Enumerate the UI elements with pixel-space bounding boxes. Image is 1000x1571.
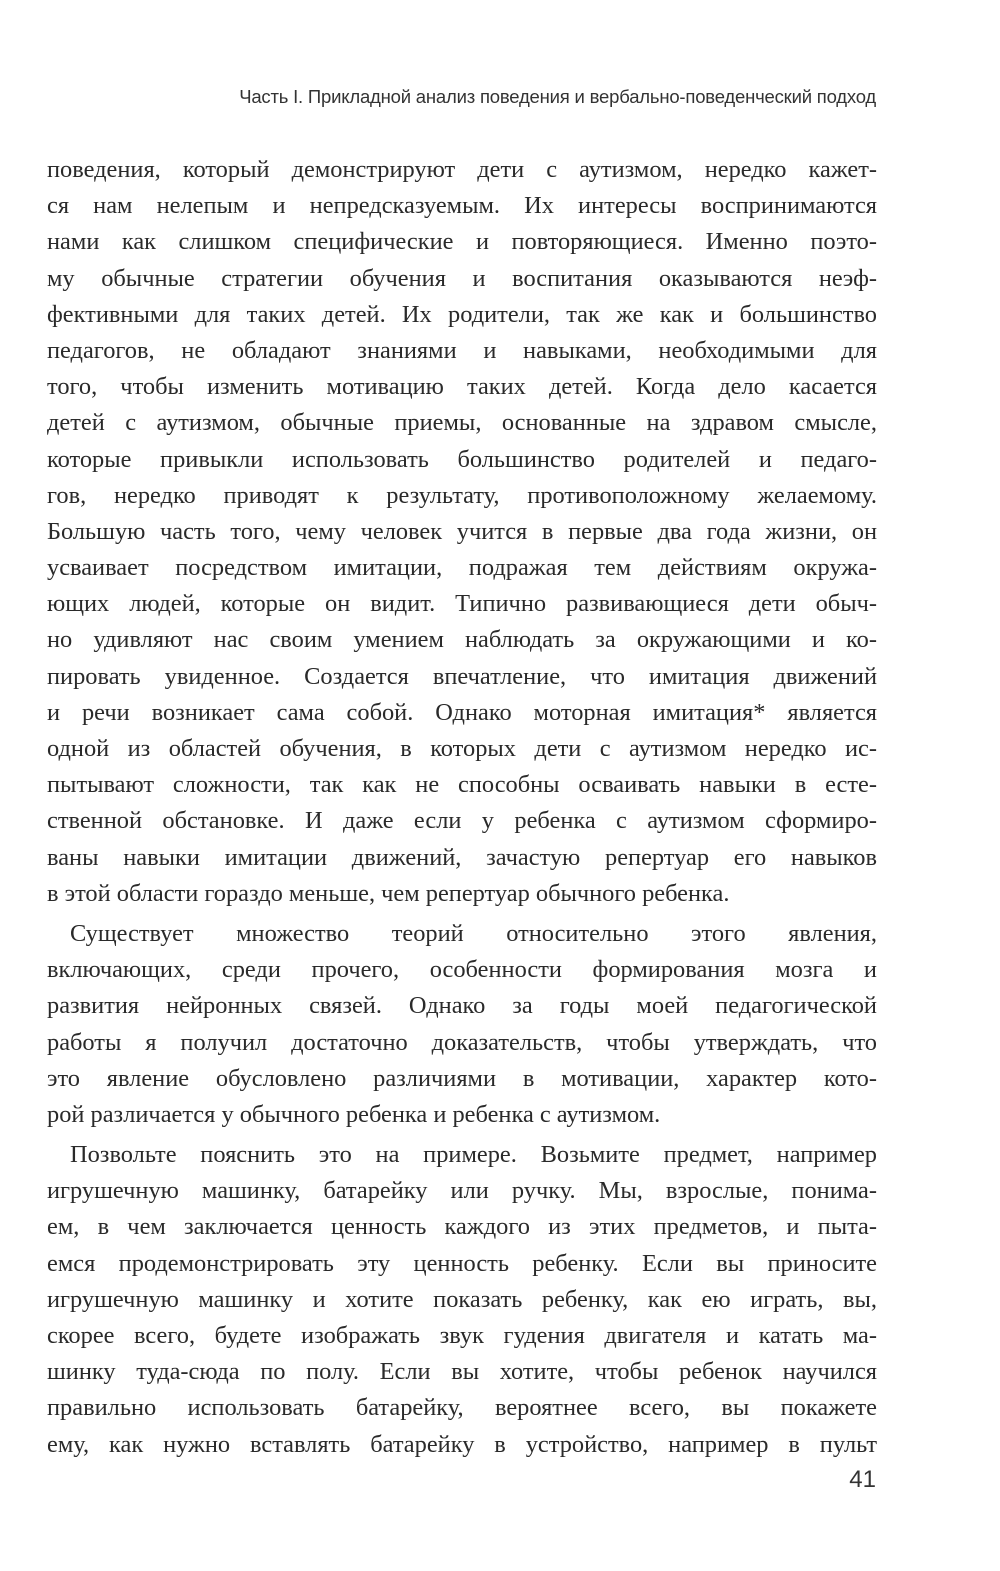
page-number: 41 <box>849 1466 876 1493</box>
text-line: развития нейронных связей. Однако за годы моей педагогической <box>47 992 877 1020</box>
text-line: включающих, среди прочего, особенности формирования мозга и <box>47 956 877 984</box>
text-line: ственной обстановке. И даже если у ребенка с аутизмом сформиро- <box>47 807 877 835</box>
text-line: одной из областей обучения, в которых дети с аутизмом нередко ис- <box>47 735 877 762</box>
paragraph-3 <box>47 1137 877 1463</box>
paragraph-1 <box>47 152 877 912</box>
text-line: игрушечную машинку, батарейку или ручку. Мы, взрослые, понима- <box>47 1177 877 1205</box>
text-line: ваны навыки имитации движений, зачастую репертуар его навыков <box>47 843 877 871</box>
text-line: но удивляют нас своим умением наблюдать за окружающими и ко- <box>47 626 877 654</box>
text-line: игрушечную машинку и хотите показать ребенку, как ею играть, вы, <box>47 1285 877 1313</box>
text-line: ся нам нелепым и непредсказуемым. Их интересы воспринимаются <box>47 192 877 220</box>
text-line: пировать увиденное. Создается впечатление, что имитация движений <box>47 662 877 690</box>
text-line: пытывают сложности, так как не способны осваивать навыки в есте- <box>47 771 877 799</box>
text-line: работы я получил достаточно доказательств, чтобы утверждать, что <box>47 1028 877 1056</box>
text-line: рой различается у обычного ребенка и ребенка с аутизмом. <box>47 1100 661 1128</box>
text-line: поведения, который демонстрируют дети с аутизмом, нередко кажет- <box>47 156 877 183</box>
text-line: педагогов, не обладают знаниями и навыками, необходимыми для <box>47 336 877 364</box>
text-line: усваивает посредством имитации, подражая тем действиям окружа- <box>47 554 877 582</box>
running-head: Часть I. Прикладной анализ поведения и вербально-поведенческий подход <box>239 86 876 107</box>
text-line: гов, нередко приводят к результату, противоположному желаемому. <box>47 481 877 509</box>
paragraph-2 <box>47 916 877 1133</box>
text-line: ему, как нужно вставлять батарейку в устройство, например в пульт <box>47 1430 877 1458</box>
text-line: Большую часть того, чему человек учится в первые два года жизни, он <box>47 517 877 545</box>
text-line: емся продемонстрировать эту ценность ребенку. Если вы приносите <box>47 1249 877 1277</box>
text-line: ем, в чем заключается ценность каждого из этих предметов, и пыта- <box>47 1213 877 1241</box>
text-line: Существует множество теорий относительно этого явления, <box>70 919 877 947</box>
text-line: Позвольте пояснить это на примере. Возьмите предмет, например <box>70 1141 877 1169</box>
text-line: шинку туда-сюда по полу. Если вы хотите, чтобы ребенок научился <box>47 1358 877 1386</box>
text-line: и речи возникает сама собой. Однако моторная имитация* является <box>47 698 877 726</box>
text-line: детей с аутизмом, обычные приемы, основанные на здравом смысле, <box>47 409 877 437</box>
body-text <box>47 152 877 1463</box>
text-line: правильно использовать батарейку, вероятнее всего, вы покажете <box>47 1394 877 1422</box>
text-line: которые привыкли использовать большинство родителей и педаго- <box>47 445 877 473</box>
text-line: фективными для таких детей. Их родители, так же как и большинство <box>47 300 877 328</box>
text-line: ющих людей, которые он видит. Типично развивающиеся дети обыч- <box>47 590 877 618</box>
text-line: в этой области гораздо меньше, чем репертуар обычного ребенка. <box>47 879 730 907</box>
text-line: нами как слишком специфические и повторяющиеся. Именно поэто- <box>47 228 877 256</box>
text-line: скорее всего, будете изображать звук гудения двигателя и катать ма- <box>47 1322 877 1349</box>
text-line: того, чтобы изменить мотивацию таких детей. Когда дело касается <box>47 373 877 401</box>
text-line: му обычные стратегии обучения и воспитания оказываются неэф- <box>47 264 877 292</box>
text-line: это явление обусловлено различиями в мотивации, характер кото- <box>47 1064 877 1092</box>
